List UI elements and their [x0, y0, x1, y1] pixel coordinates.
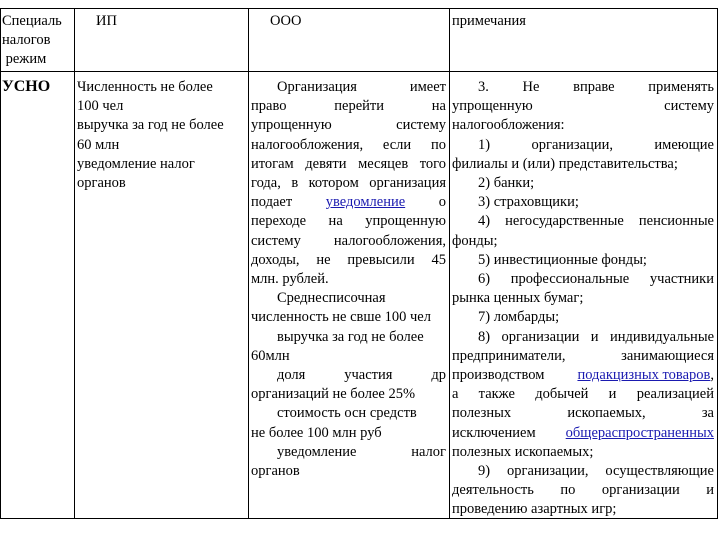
header-divider: [0, 71, 718, 72]
note-line: 8) организации и индивидуальные: [478, 328, 714, 345]
notes-list: [452, 78, 714, 520]
note-line: 1) организации, имеющие: [478, 136, 714, 153]
ooo-line: доля участия др: [277, 367, 446, 384]
header-ooo: ООО: [270, 13, 302, 29]
ooo-line: выручка за год не более: [277, 328, 424, 345]
ooo-line: года, в котором организация: [251, 175, 446, 192]
note-line: 7) ломбарды;: [478, 309, 560, 326]
table-border-left: [0, 8, 1, 519]
ooo-line: Среднесписочная: [277, 290, 386, 307]
note-line: предприниматели, занимающиеся: [452, 347, 714, 364]
note-punct: ,: [710, 367, 714, 384]
ooo-word: о: [438, 194, 446, 211]
note-line: 9) организации, осуществляющие: [478, 463, 714, 480]
column-divider-2: [248, 8, 249, 519]
header-regime-line: Специаль: [2, 13, 62, 29]
note-line-with-link: [452, 424, 714, 443]
ip-line: органов: [77, 175, 126, 192]
notification-link[interactable]: уведомление: [325, 194, 406, 211]
ooo-line: не более 100 млн руб: [251, 424, 382, 441]
ooo-line: органов: [251, 463, 300, 480]
note-line: проведению азартных игр;: [452, 501, 617, 518]
ooo-line: млн. рублей.: [251, 271, 329, 288]
ip-conditions: [77, 78, 247, 193]
ooo-line: налогообложения, если по: [251, 136, 446, 153]
ooo-word: подает: [251, 194, 293, 211]
ooo-line: уведомление налог: [277, 443, 446, 460]
note-line: 5) инвестиционные фонды;: [478, 251, 647, 268]
note-line: налогообложения:: [452, 117, 565, 134]
note-line: а также добычей и реализацией: [452, 386, 714, 403]
ooo-line: итогам девяти месяцев того: [251, 155, 446, 172]
excise-goods-link[interactable]: подакцизных товаров: [577, 367, 711, 384]
note-line: полезных ископаемых;: [452, 443, 594, 460]
column-divider-3: [449, 8, 450, 519]
header-regime: [2, 12, 74, 70]
note-line: 4) негосударственные пенсионные: [478, 213, 714, 230]
ip-line: выручка за год не более: [77, 117, 224, 134]
note-line-with-link: [452, 366, 714, 385]
note-line: 2) банки;: [478, 175, 535, 192]
ooo-line: численность не свше 100 чел: [251, 309, 431, 326]
ooo-line: Организация имеет: [277, 79, 446, 95]
ooo-line: право перейти на: [251, 98, 446, 115]
header-notes: примечания: [452, 13, 526, 29]
regime-name: УСНО: [2, 78, 51, 95]
note-line: 3) страховщики;: [478, 194, 579, 211]
ooo-line: стоимость осн средств: [277, 405, 417, 422]
header-regime-line: налогов: [2, 32, 51, 49]
ooo-line: упрощенную систему: [251, 117, 446, 134]
note-line: 6) профессиональные участники: [478, 271, 714, 288]
note-line: 3. Не вправе применять: [478, 79, 714, 95]
ooo-line: системy налогообложения,: [251, 232, 446, 249]
note-line: полезных ископаемых, за: [452, 405, 714, 422]
note-line: филиалы и (или) представительства;: [452, 155, 678, 172]
tax-regime-table: [0, 8, 718, 519]
note-line: рынка ценных бумаг;: [452, 290, 584, 307]
ip-line: уведомление налог: [77, 155, 195, 172]
header-ip: ИП: [96, 13, 117, 29]
note-line: фонды;: [452, 232, 498, 249]
note-word: производством: [452, 367, 545, 384]
ooo-line: переходе на упрощенную: [251, 213, 446, 230]
table-border-right: [717, 8, 718, 519]
ooo-conditions: [251, 78, 446, 481]
ip-line: 100 чел: [77, 98, 124, 115]
header-regime-line: режим: [2, 51, 47, 68]
table-border-top: [0, 8, 718, 9]
ooo-line: 60млн: [251, 347, 290, 364]
ooo-line-with-link: [251, 193, 446, 212]
ip-line: Численность не более: [77, 79, 213, 95]
column-divider-1: [74, 8, 75, 519]
note-word: исключением: [452, 424, 536, 441]
common-minerals-link[interactable]: общераспространенных: [565, 424, 714, 441]
ip-line: 60 млн: [77, 136, 120, 153]
note-link-wrap: [577, 366, 714, 385]
note-line: упрощенную систему: [452, 98, 714, 115]
ooo-line: доходы, не превысили 45: [251, 251, 446, 268]
ooo-line: организаций не более 25%: [251, 386, 416, 403]
note-line: деятельность по организации и: [452, 482, 714, 499]
